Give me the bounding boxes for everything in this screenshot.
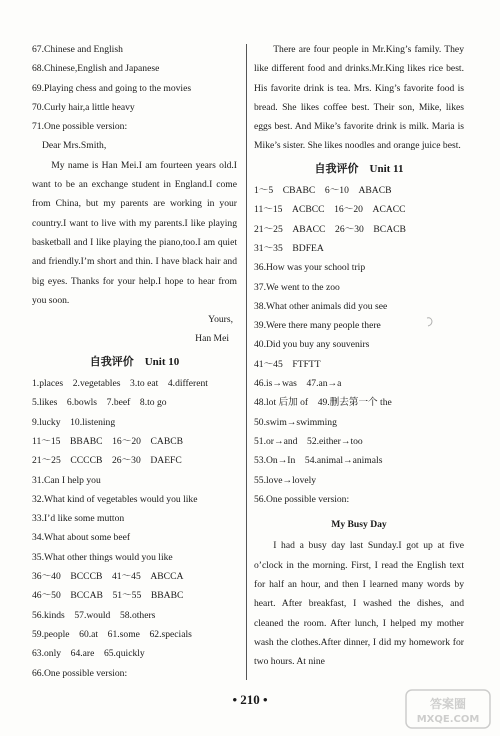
answer-line: 31.Can I help you (32, 474, 101, 486)
unit10-heading: 自我评价 Unit 10 (89, 355, 180, 368)
answer-line: 50.swim→swimming (254, 416, 337, 428)
essay-title: My Busy Day (331, 519, 387, 531)
answer-list-b (32, 374, 237, 683)
letter-body: My name is Han Mei.I am fourteen years old.I want to be an exchange student in England.I come from China, but my parents are working in your country.I want to live with my parents.I like playing basketball and I like playing the piano,too.I am quiet and friendly.I’m short and thin. I have black hair and big eyes. Thanks for your help.I hope to hear from you soon. (32, 159, 237, 306)
page-number: • 210 • (232, 692, 268, 707)
svg-text:答案圈: 答案圈 (429, 697, 467, 711)
answer-line: 55.love→lovely (254, 474, 317, 486)
answer-line: 33.I’d like some mutton (32, 513, 125, 525)
letter-salutation: Dear Mrs.Smith, (42, 140, 107, 152)
answer-line: 37.We went to the zoo (254, 281, 340, 293)
answer-line: 36～40 BCCCB 41～45 ABCCA (32, 571, 184, 583)
answer-line: 56.kinds 57.would 58.others (32, 609, 156, 621)
essay-body: I had a busy day last Sunday.I got up at five o’clock in the morning. First, I read the English text for half an hour, and then I learned many words by heart. After breakfast, I washed the dishes, and cleaned the room. After lunch, I helped my mother wash the clothes.After dinner, I did my homework for two hours. At nine (254, 540, 464, 668)
answer-line: 39.Were there many people there (254, 320, 381, 332)
answer-line: 56.One possible version: (254, 493, 350, 505)
answer-line: 41～45 FTFTT (254, 358, 321, 370)
answer-line: 21～25 ABACC 26～30 BCACB (254, 223, 406, 235)
answer-line: 35.What other things would you like (32, 551, 173, 563)
answer-line: 51.or→and 52.either→too (254, 435, 363, 447)
answer-line: 5.likes 6.bowls 7.beef 8.to go (32, 397, 167, 409)
answer-line: 1～5 CBABC 6～10 ABACB (254, 185, 392, 197)
answer-line: 21～25 CCCCB 26～30 DAEFC (32, 455, 182, 467)
svg-text:MXQE.COM: MXQE.COM (416, 714, 480, 725)
answer-line: 48.lot 后加 of 49.删去第一个 the (254, 397, 392, 409)
answer-line: 70.Curly hair,a little heavy (32, 101, 135, 113)
watermark-logo-icon (404, 688, 492, 730)
answer-line: 46.is→was 47.an→a (254, 378, 342, 390)
answer-line: 46～50 BCCAB 51～55 BBABC (32, 590, 184, 602)
answer-line: 71.One possible version: (32, 121, 128, 133)
answer-list-a (32, 40, 237, 136)
answer-line: 36.How was your school trip (254, 262, 366, 274)
answer-line: 63.only 64.are 65.quickly (32, 648, 145, 660)
answer-line: 59.people 60.at 61.some 62.specials (32, 628, 192, 640)
letter-closing: Yours, (208, 314, 233, 326)
answer-line: 31～35 BDFEA (254, 242, 324, 254)
answer-line: 9.lucky 10.listening (32, 416, 116, 428)
answer-line: 32.What kind of vegetables would you like (32, 493, 198, 505)
letter-signature: Han Mei (195, 333, 229, 345)
answer-line: 68.Chinese,English and Japanese (32, 63, 160, 75)
answer-line: 11～15 BBABC 16～20 CABCB (32, 435, 184, 447)
answer-line: 38.What other animals did you see (254, 300, 388, 312)
unit11-heading: 自我评价 Unit 11 (314, 162, 404, 175)
left-column (32, 40, 237, 683)
answer-list-c (254, 181, 464, 509)
answer-line: 53.On→In 54.animal→animals (254, 455, 383, 467)
answer-line: 67.Chinese and English (32, 44, 123, 55)
answer-line: 69.Playing chess and going to the movies (32, 82, 192, 94)
answer-line: 40.Did you buy any souvenirs (254, 339, 370, 351)
answer-line: 34.What about some beef (32, 532, 131, 544)
answer-line: 1.places 2.vegetables 3.to eat 4.different (32, 378, 208, 390)
pencil-mark-icon (425, 316, 435, 328)
column-divider (246, 44, 247, 680)
right-column (254, 40, 464, 672)
family-passage: There are four people in Mr.King’s family. They like different food and drinks.Mr.King likes rice best. His favorite drink is tea. Mrs. King’s favorite food is bread. She likes coffee best. Their son, Mike, likes eggs best. And Mike’s favorite drink is milk. Maria is Mike’s sister. She likes noodles and orange juice best. (254, 44, 464, 152)
answer-line: 66.One possible version: (32, 667, 128, 679)
answer-line: 11～15 ACBCC 16～20 ACACC (254, 204, 406, 216)
